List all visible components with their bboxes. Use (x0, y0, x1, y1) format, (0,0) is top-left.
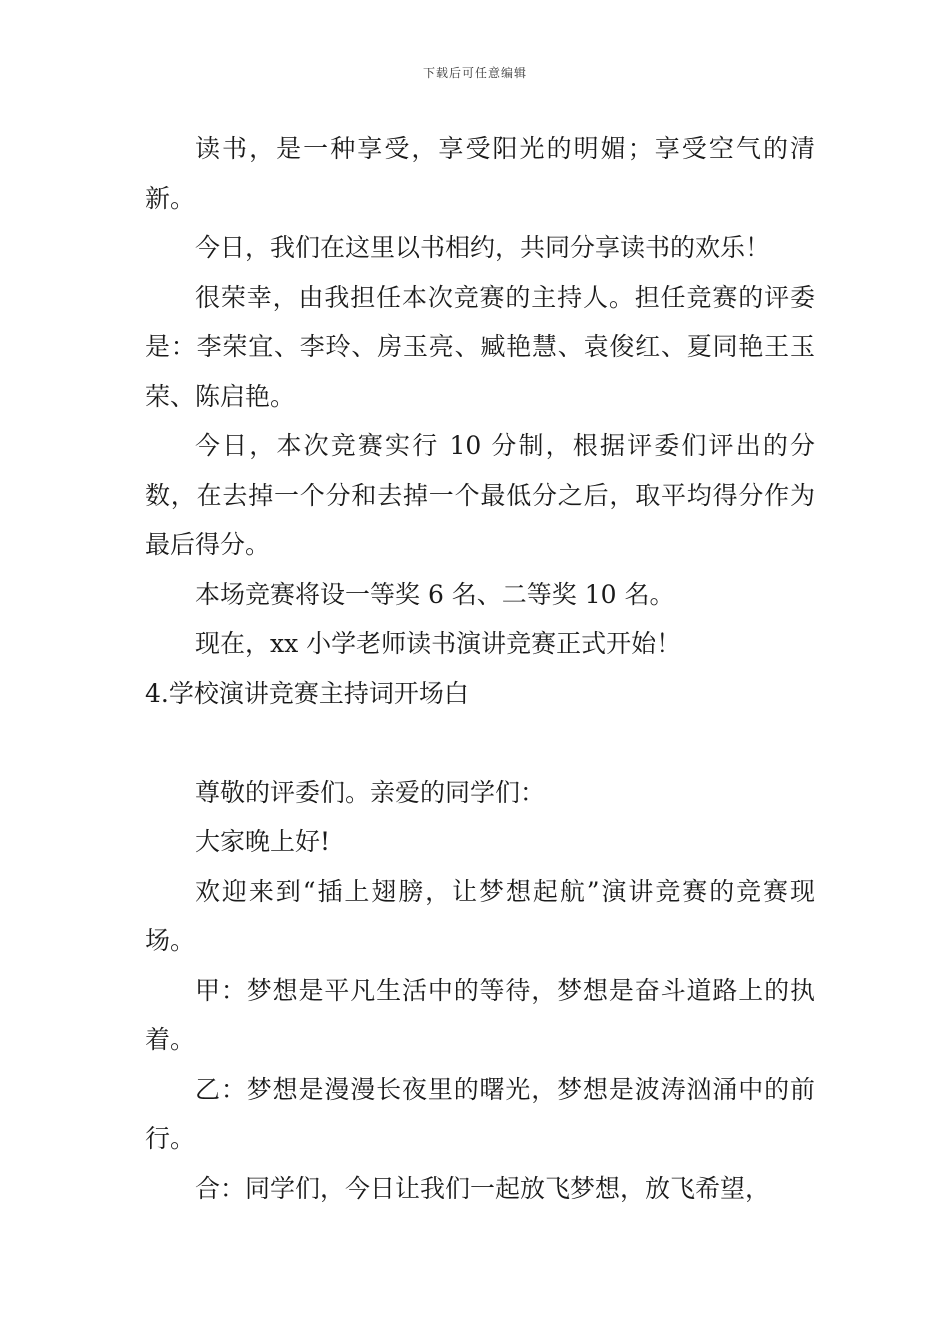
paragraph-gathering: 今日，我们在这里以书相约，共同分享读书的欢乐！ (195, 233, 771, 262)
page-header-note: 下载后可任意编辑 (422, 66, 527, 80)
paragraph-salutation: 尊敬的评委们。亲爱的同学们： (195, 777, 546, 807)
paragraph-awards: 本场竞赛将设一等奖 6 名、二等奖 10 名。 (195, 579, 675, 609)
blank-line (145, 718, 815, 768)
paragraph-scoring: 今日，本次竞赛实行 10 分制，根据评委们评出的分数，在去掉一个分和去掉一个最低分之后，取平均得分作为最后得分。 (145, 431, 815, 559)
document-body (145, 124, 815, 1213)
paragraph-host-b: 乙：梦想是漫漫长夜里的曙光，梦想是波涛汹涌中的前行。 (145, 1074, 815, 1153)
paragraph-together: 合：同学们，今日让我们一起放飞梦想，放飞希望， (195, 1173, 771, 1203)
section-title: 4.学校演讲竞赛主持词开场白 (145, 678, 469, 708)
paragraph-reading: 读书，是一种享受，享受阳光的明媚；享受空气的清新。 (145, 134, 815, 213)
paragraph-greeting: 大家晚上好! (195, 827, 331, 856)
paragraph-welcome: 欢迎来到“插上翅膀，让梦想起航”演讲竞赛的竞赛现场。 (145, 876, 815, 955)
paragraph-start: 现在，xx 小学老师读书演讲竞赛正式开始！ (195, 629, 682, 658)
paragraph-judges: 很荣幸，由我担任本次竞赛的主持人。担任竞赛的评委是：李荣宜、李玲、房玉亮、臧艳慧、袁俊红、夏同艳王玉荣、陈启艳。 (145, 282, 815, 411)
paragraph-host-a: 甲：梦想是平凡生活中的等待，梦想是奋斗道路上的执着。 (145, 975, 815, 1054)
